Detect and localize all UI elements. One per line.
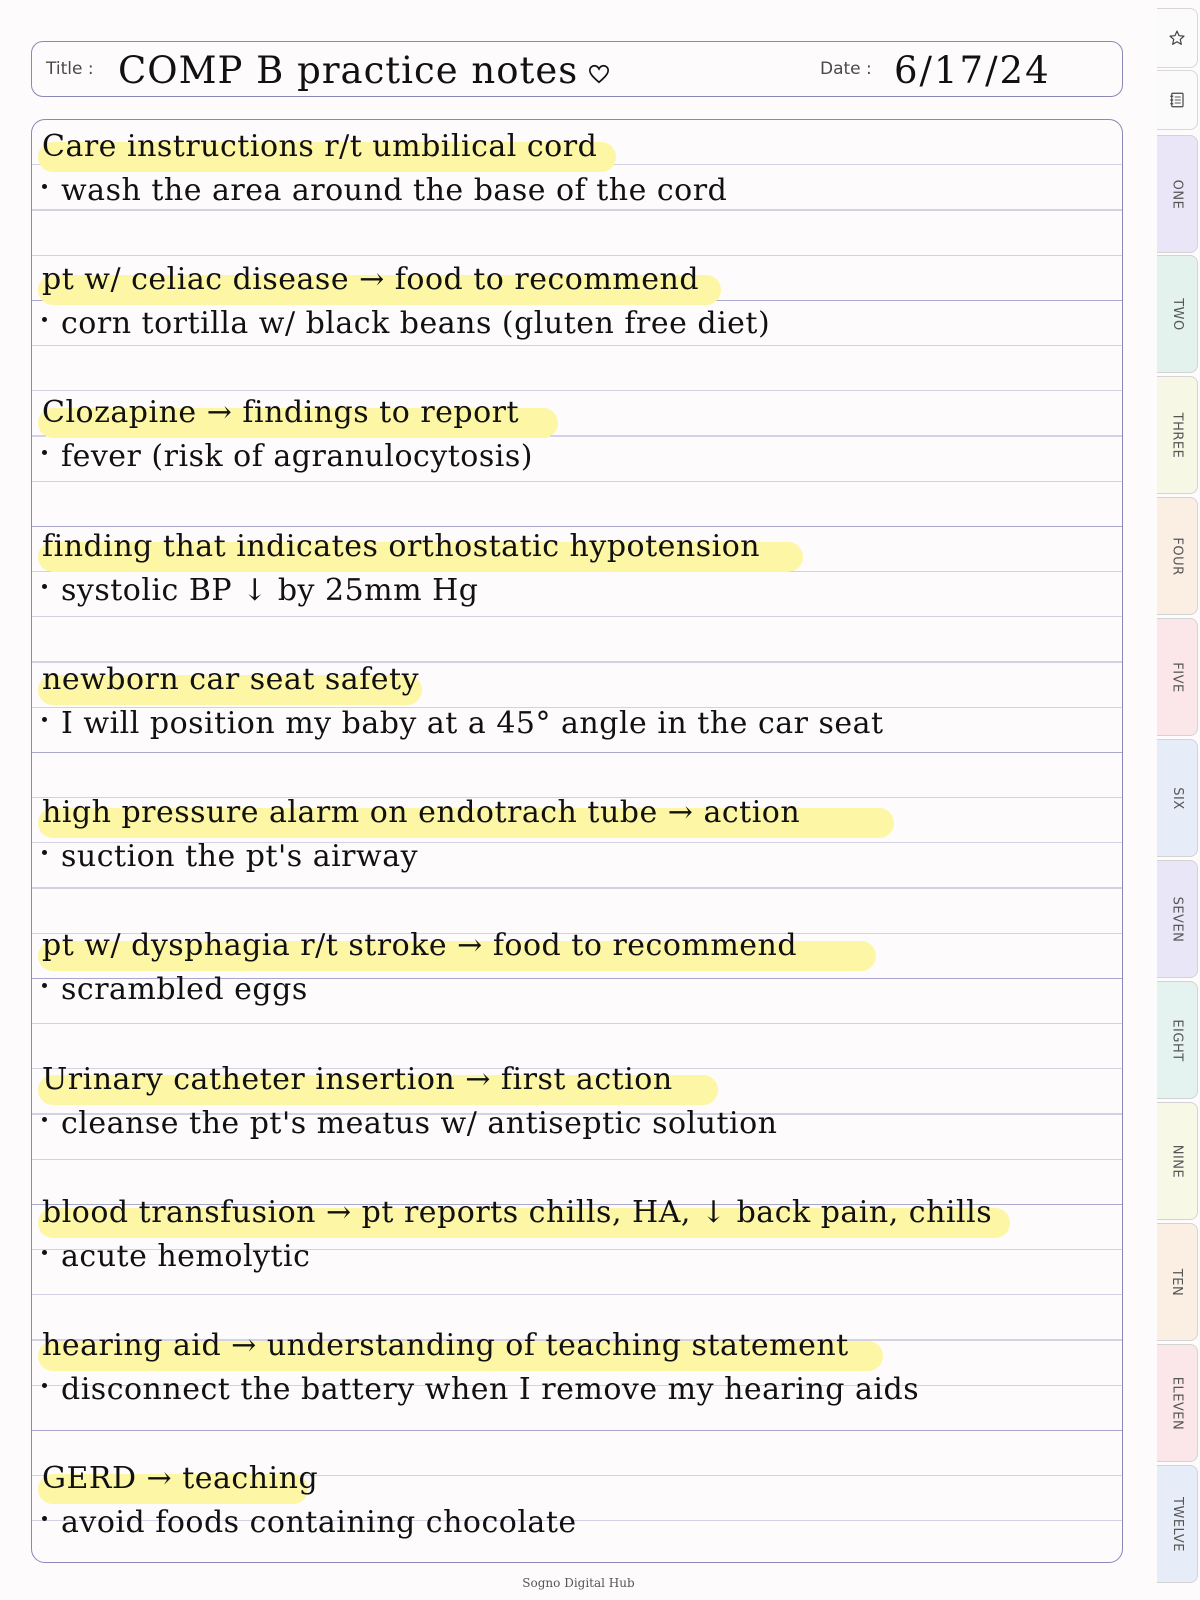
tab-label: FIVE [1169, 661, 1185, 693]
note-question [38, 929, 797, 963]
answer-text: suction the pt's airway [61, 839, 419, 874]
title-bar [31, 41, 1123, 97]
bullet [42, 1516, 47, 1521]
question-text: Urinary catheter insertion → first action [42, 1062, 673, 1097]
note-answer [38, 1372, 919, 1408]
note-question [38, 263, 699, 297]
tab-label: TEN [1169, 1268, 1185, 1296]
bullet [42, 450, 47, 455]
question-text: Clozapine → findings to report [42, 395, 520, 430]
answer-text: systolic BP ↓ by 25mm Hg [61, 573, 479, 608]
tab-eleven[interactable] [1157, 1344, 1198, 1462]
question-text: pt w/ celiac disease → food to recommend [42, 262, 700, 297]
question-text: blood transfusion → pt reports chills, HA, ↓ back pain, chills [42, 1195, 993, 1230]
note-question [38, 1329, 849, 1363]
answer-text: cleanse the pt's meatus w/ antiseptic solution [61, 1106, 778, 1141]
title-label: Title : [46, 59, 94, 79]
answer-text: disconnect the battery when I remove my hearing aids [61, 1372, 920, 1407]
tab-twelve[interactable] [1157, 1465, 1198, 1583]
note-answer [38, 839, 418, 875]
heart-icon [588, 63, 610, 85]
answer-text: I will position my baby at a 45° angle in the car seat [61, 706, 884, 741]
note-question [38, 1063, 673, 1097]
tab-label: TWO [1169, 297, 1185, 331]
tab-label: FOUR [1169, 536, 1185, 576]
note-answer [38, 1106, 777, 1142]
tab-six[interactable] [1157, 739, 1198, 857]
question-text: Care instructions r/t umbilical cord [42, 129, 598, 164]
note-question [38, 663, 419, 697]
answer-text: scrambled eggs [61, 972, 308, 1007]
note-answer [38, 706, 884, 742]
tab-eight[interactable] [1157, 981, 1198, 1099]
page-title-text: COMP B practice notes [118, 49, 579, 92]
bullet [42, 1117, 47, 1122]
date-value[interactable]: 6/17/24 [894, 49, 1051, 92]
tab-nine[interactable] [1157, 1102, 1198, 1220]
tab-label: ONE [1169, 179, 1185, 209]
footer-brand: Sogno Digital Hub [522, 1576, 635, 1590]
tab-label: THREE [1169, 412, 1185, 458]
question-text: finding that indicates orthostatic hypotension [42, 529, 761, 564]
bullet [42, 1250, 47, 1255]
note-question [38, 530, 760, 564]
tab-label: TWELVE [1169, 1496, 1185, 1552]
notes-area[interactable] [31, 119, 1123, 1563]
bullet [42, 317, 47, 322]
tab-label: SIX [1169, 786, 1185, 810]
notebook-icon [1168, 91, 1186, 109]
tab-two[interactable] [1157, 255, 1198, 373]
note-answer [38, 1505, 577, 1541]
bullet [42, 1383, 47, 1388]
tab-four[interactable] [1157, 497, 1198, 615]
note-answer [38, 972, 308, 1008]
favorites-tab[interactable] [1157, 8, 1198, 68]
page-title[interactable] [118, 49, 610, 92]
tab-label: EIGHT [1169, 1018, 1185, 1062]
answer-text: fever (risk of agranulocytosis) [61, 439, 533, 474]
answer-text: acute hemolytic [61, 1239, 311, 1274]
tab-seven[interactable] [1157, 860, 1198, 978]
bullet [42, 983, 47, 988]
bullet [42, 850, 47, 855]
tab-three[interactable] [1157, 376, 1198, 494]
note-answer [38, 573, 478, 609]
note-answer [38, 439, 533, 475]
bullet [42, 717, 47, 722]
tab-five[interactable] [1157, 618, 1198, 736]
section-tabs [1157, 0, 1200, 1600]
bullet [42, 184, 47, 189]
star-icon [1168, 29, 1186, 47]
question-text: newborn car seat safety [42, 662, 420, 697]
answer-text: wash the area around the base of the cord [61, 173, 728, 208]
index-tab[interactable] [1157, 70, 1198, 130]
question-text: hearing aid → understanding of teaching statement [42, 1328, 849, 1363]
note-question [38, 1462, 318, 1496]
note-question [38, 796, 800, 830]
tab-label: ELEVEN [1169, 1376, 1185, 1430]
tab-one[interactable] [1157, 135, 1198, 253]
note-question [38, 130, 597, 164]
tab-ten[interactable] [1157, 1223, 1198, 1341]
question-text: GERD → teaching [42, 1461, 319, 1496]
tab-label: SEVEN [1169, 896, 1185, 942]
question-text: pt w/ dysphagia r/t stroke → food to recommend [42, 928, 798, 963]
note-question [38, 1196, 992, 1230]
note-question [38, 396, 519, 430]
question-text: high pressure alarm on endotrach tube → action [42, 795, 801, 830]
tab-label: NINE [1169, 1144, 1185, 1178]
note-answer [38, 1239, 310, 1275]
answer-text: corn tortilla w/ black beans (gluten free diet) [61, 306, 771, 341]
note-answer [38, 173, 727, 209]
note-answer [38, 306, 770, 342]
date-label: Date : [820, 59, 872, 79]
answer-text: avoid foods containing chocolate [61, 1505, 577, 1540]
bullet [42, 584, 47, 589]
